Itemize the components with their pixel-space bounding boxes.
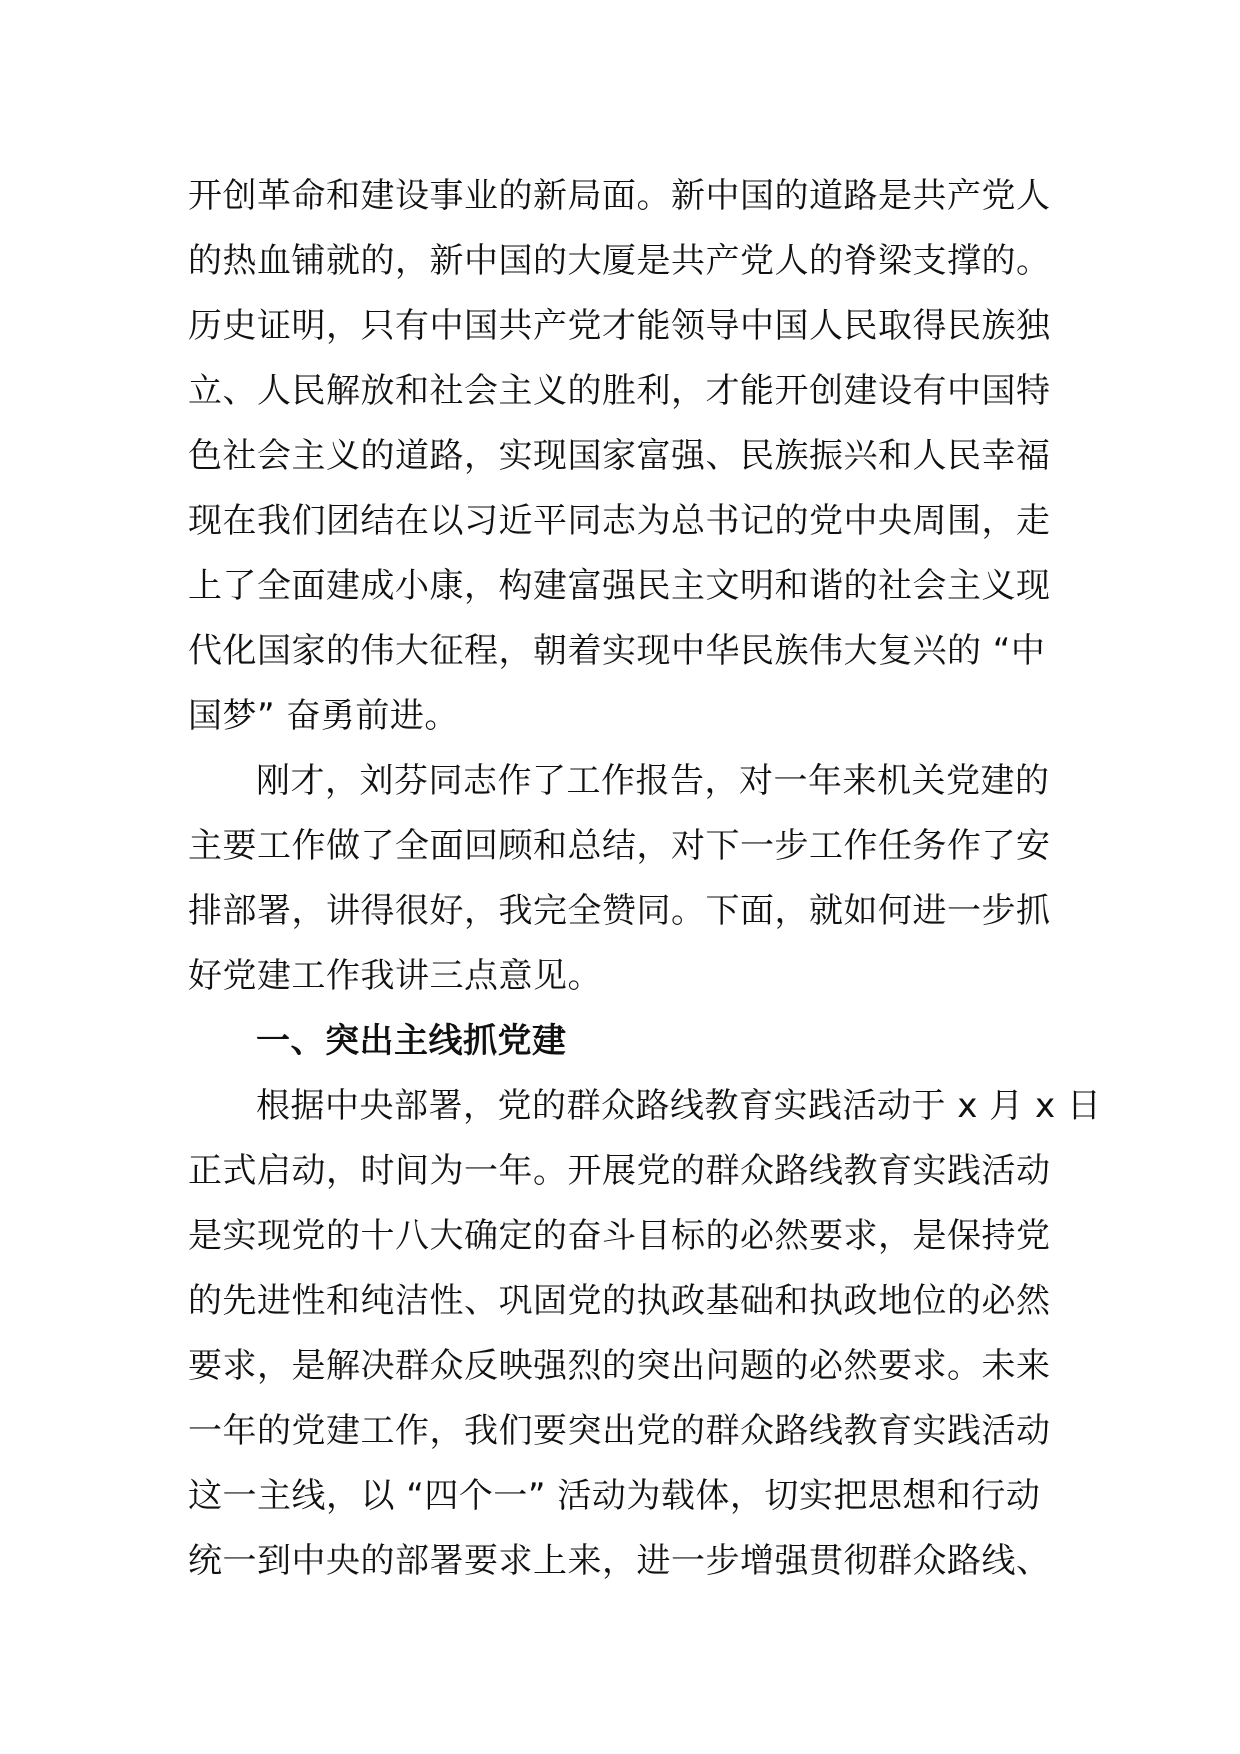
document-body <box>188 164 1102 1594</box>
body-line: 统一到中央的部署要求上来，进一步增强贯彻群众路线、 <box>188 1541 1051 1581</box>
body-line: 排部署，讲得很好，我完全赞同。下面，就如何进一步抓 <box>188 891 1051 931</box>
body-line: 要求，是解决群众反映强烈的突出问题的必然要求。未来 <box>188 1346 1051 1386</box>
body-line: 主要工作做了全面回顾和总结，对下一步工作任务作了安 <box>188 826 1051 866</box>
body-line: 代化国家的伟大征程，朝着实现中华民族伟大复兴的 “中 <box>188 631 1046 671</box>
body-line: 历史证明，只有中国共产党才能领导中国人民取得民族独 <box>188 306 1051 346</box>
body-line: 好党建工作我讲三点意见。 <box>188 956 602 996</box>
body-line: 的热血铺就的，新中国的大厦是共产党人的脊梁支撑的。 <box>188 241 1051 281</box>
body-line: 上了全面建成小康，构建富强民主文明和谐的社会主义现 <box>188 566 1051 606</box>
body-line: 的先进性和纯洁性、巩固党的执政基础和执政地位的必然 <box>188 1281 1051 1321</box>
body-line: 立、人民解放和社会主义的胜利，才能开创建设有中国特 <box>188 371 1051 411</box>
paragraph-start-line: 根据中央部署，党的群众路线教育实践活动于 x 月 x 日 <box>256 1086 1102 1126</box>
body-line: 正式启动，时间为一年。开展党的群众路线教育实践活动 <box>188 1151 1051 1191</box>
body-line: 一年的党建工作，我们要突出党的群众路线教育实践活动 <box>188 1411 1051 1451</box>
body-line: 开创革命和建设事业的新局面。新中国的道路是共产党人 <box>188 176 1051 216</box>
body-line: 这一主线，以 “四个一” 活动为载体，切实把思想和行动 <box>188 1476 1041 1516</box>
body-line: 国梦” 奋勇前进。 <box>188 696 459 736</box>
section-heading: 一、突出主线抓党建 <box>256 1021 567 1061</box>
paragraph-start-line: 刚才，刘芬同志作了工作报告，对一年来机关党建的 <box>256 761 1050 801</box>
body-line: 是实现党的十八大确定的奋斗目标的必然要求，是保持党 <box>188 1216 1051 1256</box>
body-line: 现在我们团结在以习近平同志为总书记的党中央周围，走 <box>188 501 1051 541</box>
body-line: 色社会主义的道路，实现国家富强、民族振兴和人民幸福 <box>188 436 1051 476</box>
